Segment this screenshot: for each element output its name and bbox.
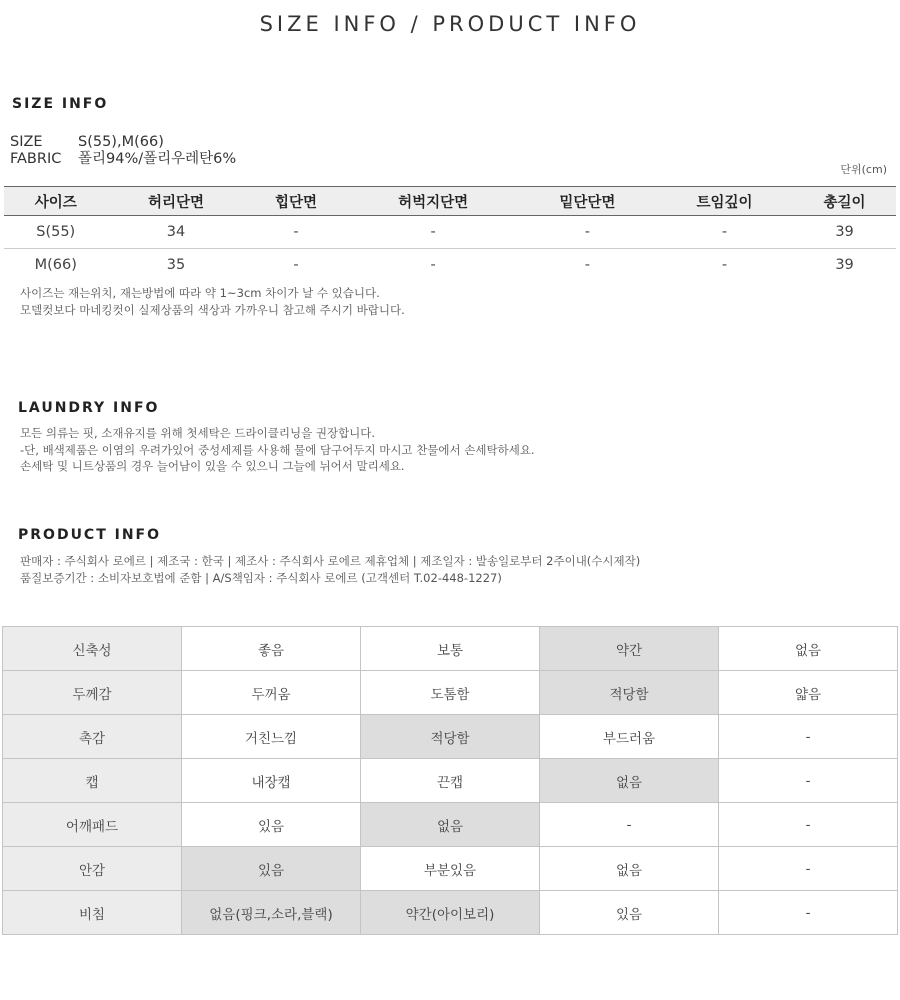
table-row (4, 216, 896, 249)
attribute-name: 촉감 (3, 715, 182, 759)
attribute-name: 두께감 (3, 671, 182, 715)
attribute-option: 부드러움 (540, 715, 719, 759)
product-line: 품질보증기간 : 소비자보호법에 준함 | A/S책임자 : 주식회사 로에르 (고객센터 T.02-448-1227) (20, 570, 502, 585)
laundry-notes (20, 425, 535, 475)
attribute-option: 얇음 (719, 671, 898, 715)
attribute-name: 어깨패드 (3, 803, 182, 847)
size-label: SIZE (10, 134, 43, 150)
attribute-name: 비침 (3, 891, 182, 935)
attribute-option: 보통 (361, 627, 540, 671)
note-line: 사이즈는 재는위치, 재는방법에 따라 약 1~3cm 차이가 날 수 있습니다. (20, 286, 380, 300)
attribute-option: 부분있음 (361, 847, 540, 891)
laundry-line: 손세탁 및 니트상품의 경우 늘어남이 있을 수 있으니 그늘에 뉘어서 말리세요. (20, 459, 405, 473)
table-cell: M(66) (34, 257, 77, 273)
page-title: SIZE INFO / PRODUCT INFO (259, 12, 641, 36)
attribute-option-selected: 없음(핑크,소라,블랙) (182, 891, 361, 935)
column-header: 허벅지단면 (347, 187, 518, 216)
attribute-option: 끈캡 (361, 759, 540, 803)
attribute-option-selected: 있음 (182, 847, 361, 891)
column-header: 사이즈 (4, 187, 107, 216)
table-cell: - (347, 216, 518, 249)
fabric-value: 폴리94%/폴리우레탄6% (78, 151, 237, 167)
attribute-option: 거친느낌 (182, 715, 361, 759)
laundry-line: -단, 배색제품은 이염의 우려가있어 중성세제를 사용해 물에 담구어두지 마시고 찬물에서 손세탁하세요. (20, 442, 535, 457)
attribute-option: 내장캡 (182, 759, 361, 803)
product-info-heading: PRODUCT INFO (18, 527, 162, 543)
table-cell: - (245, 216, 348, 249)
attribute-option: 없음 (540, 847, 719, 891)
unit-label: 단위(cm) (840, 163, 887, 176)
column-header: 트임깊이 (656, 187, 793, 216)
attribute-option: - (719, 847, 898, 891)
column-header: 총길이 (793, 187, 896, 216)
attribute-option-selected: 적당함 (540, 671, 719, 715)
attribute-option-selected: 약간 (540, 627, 719, 671)
attribute-option-selected: 적당함 (361, 715, 540, 759)
size-table-header (4, 187, 896, 216)
attribute-option-selected: 약간(아이보리) (361, 891, 540, 935)
product-notes (20, 553, 640, 586)
table-cell: - (293, 257, 299, 273)
laundry-info-heading: LAUNDRY INFO (18, 400, 160, 416)
attribute-name: 안감 (3, 847, 182, 891)
column-header: 힙단면 (245, 187, 348, 216)
size-spec (10, 134, 164, 151)
table-cell: - (656, 216, 793, 249)
table-cell: - (519, 216, 656, 249)
size-table (4, 186, 896, 281)
table-row (4, 249, 896, 282)
column-header: 허리단면 (107, 187, 244, 216)
attribute-option-selected: 없음 (540, 759, 719, 803)
size-value: S(55),M(66) (78, 134, 164, 150)
table-cell: S(55) (4, 216, 107, 249)
table-cell: 39 (835, 257, 854, 273)
attribute-row (3, 891, 898, 935)
attribute-row (3, 627, 898, 671)
table-cell: - (584, 257, 591, 273)
attribute-option: - (719, 803, 898, 847)
product-line: 판매자 : 주식회사 로에르 | 제조국 : 한국 | 제조사 : 주식회사 로에르 제휴업체 | 제조일자 : 발송일로부터 2주이내(수시제작) (20, 554, 641, 568)
fabric-spec (10, 151, 236, 168)
size-notes (20, 285, 405, 318)
attribute-option: 좋음 (182, 627, 361, 671)
attribute-option: 있음 (182, 803, 361, 847)
size-info-heading: SIZE INFO (12, 96, 109, 112)
table-cell: - (721, 257, 728, 273)
attribute-option: - (719, 891, 898, 935)
attribute-row (3, 847, 898, 891)
note-line: 모델컷보다 마네킹컷이 실제상품의 색상과 가까우니 참고해 주시기 바랍니다. (20, 302, 405, 317)
attribute-option: - (719, 759, 898, 803)
attribute-row (3, 803, 898, 847)
column-header: 밑단단면 (519, 187, 656, 216)
attribute-option: - (540, 803, 719, 847)
attribute-option-selected: 없음 (361, 803, 540, 847)
table-cell: 35 (166, 257, 186, 273)
product-attributes-table (2, 626, 898, 935)
laundry-line: 모든 의류는 핏, 소재유지를 위해 첫세탁은 드라이클리닝을 권장합니다. (20, 426, 376, 440)
attribute-option: 없음 (719, 627, 898, 671)
attribute-name: 캡 (3, 759, 182, 803)
attribute-option: 있음 (540, 891, 719, 935)
attribute-row (3, 715, 898, 759)
table-cell: 39 (793, 216, 896, 249)
attribute-option: 두꺼움 (182, 671, 361, 715)
table-cell: - (430, 257, 436, 273)
attribute-name: 신축성 (3, 627, 182, 671)
attribute-option: - (719, 715, 898, 759)
attribute-row (3, 759, 898, 803)
table-cell: 34 (107, 216, 244, 249)
fabric-label: FABRIC (10, 151, 62, 167)
attribute-option: 도톰함 (361, 671, 540, 715)
attribute-row (3, 671, 898, 715)
